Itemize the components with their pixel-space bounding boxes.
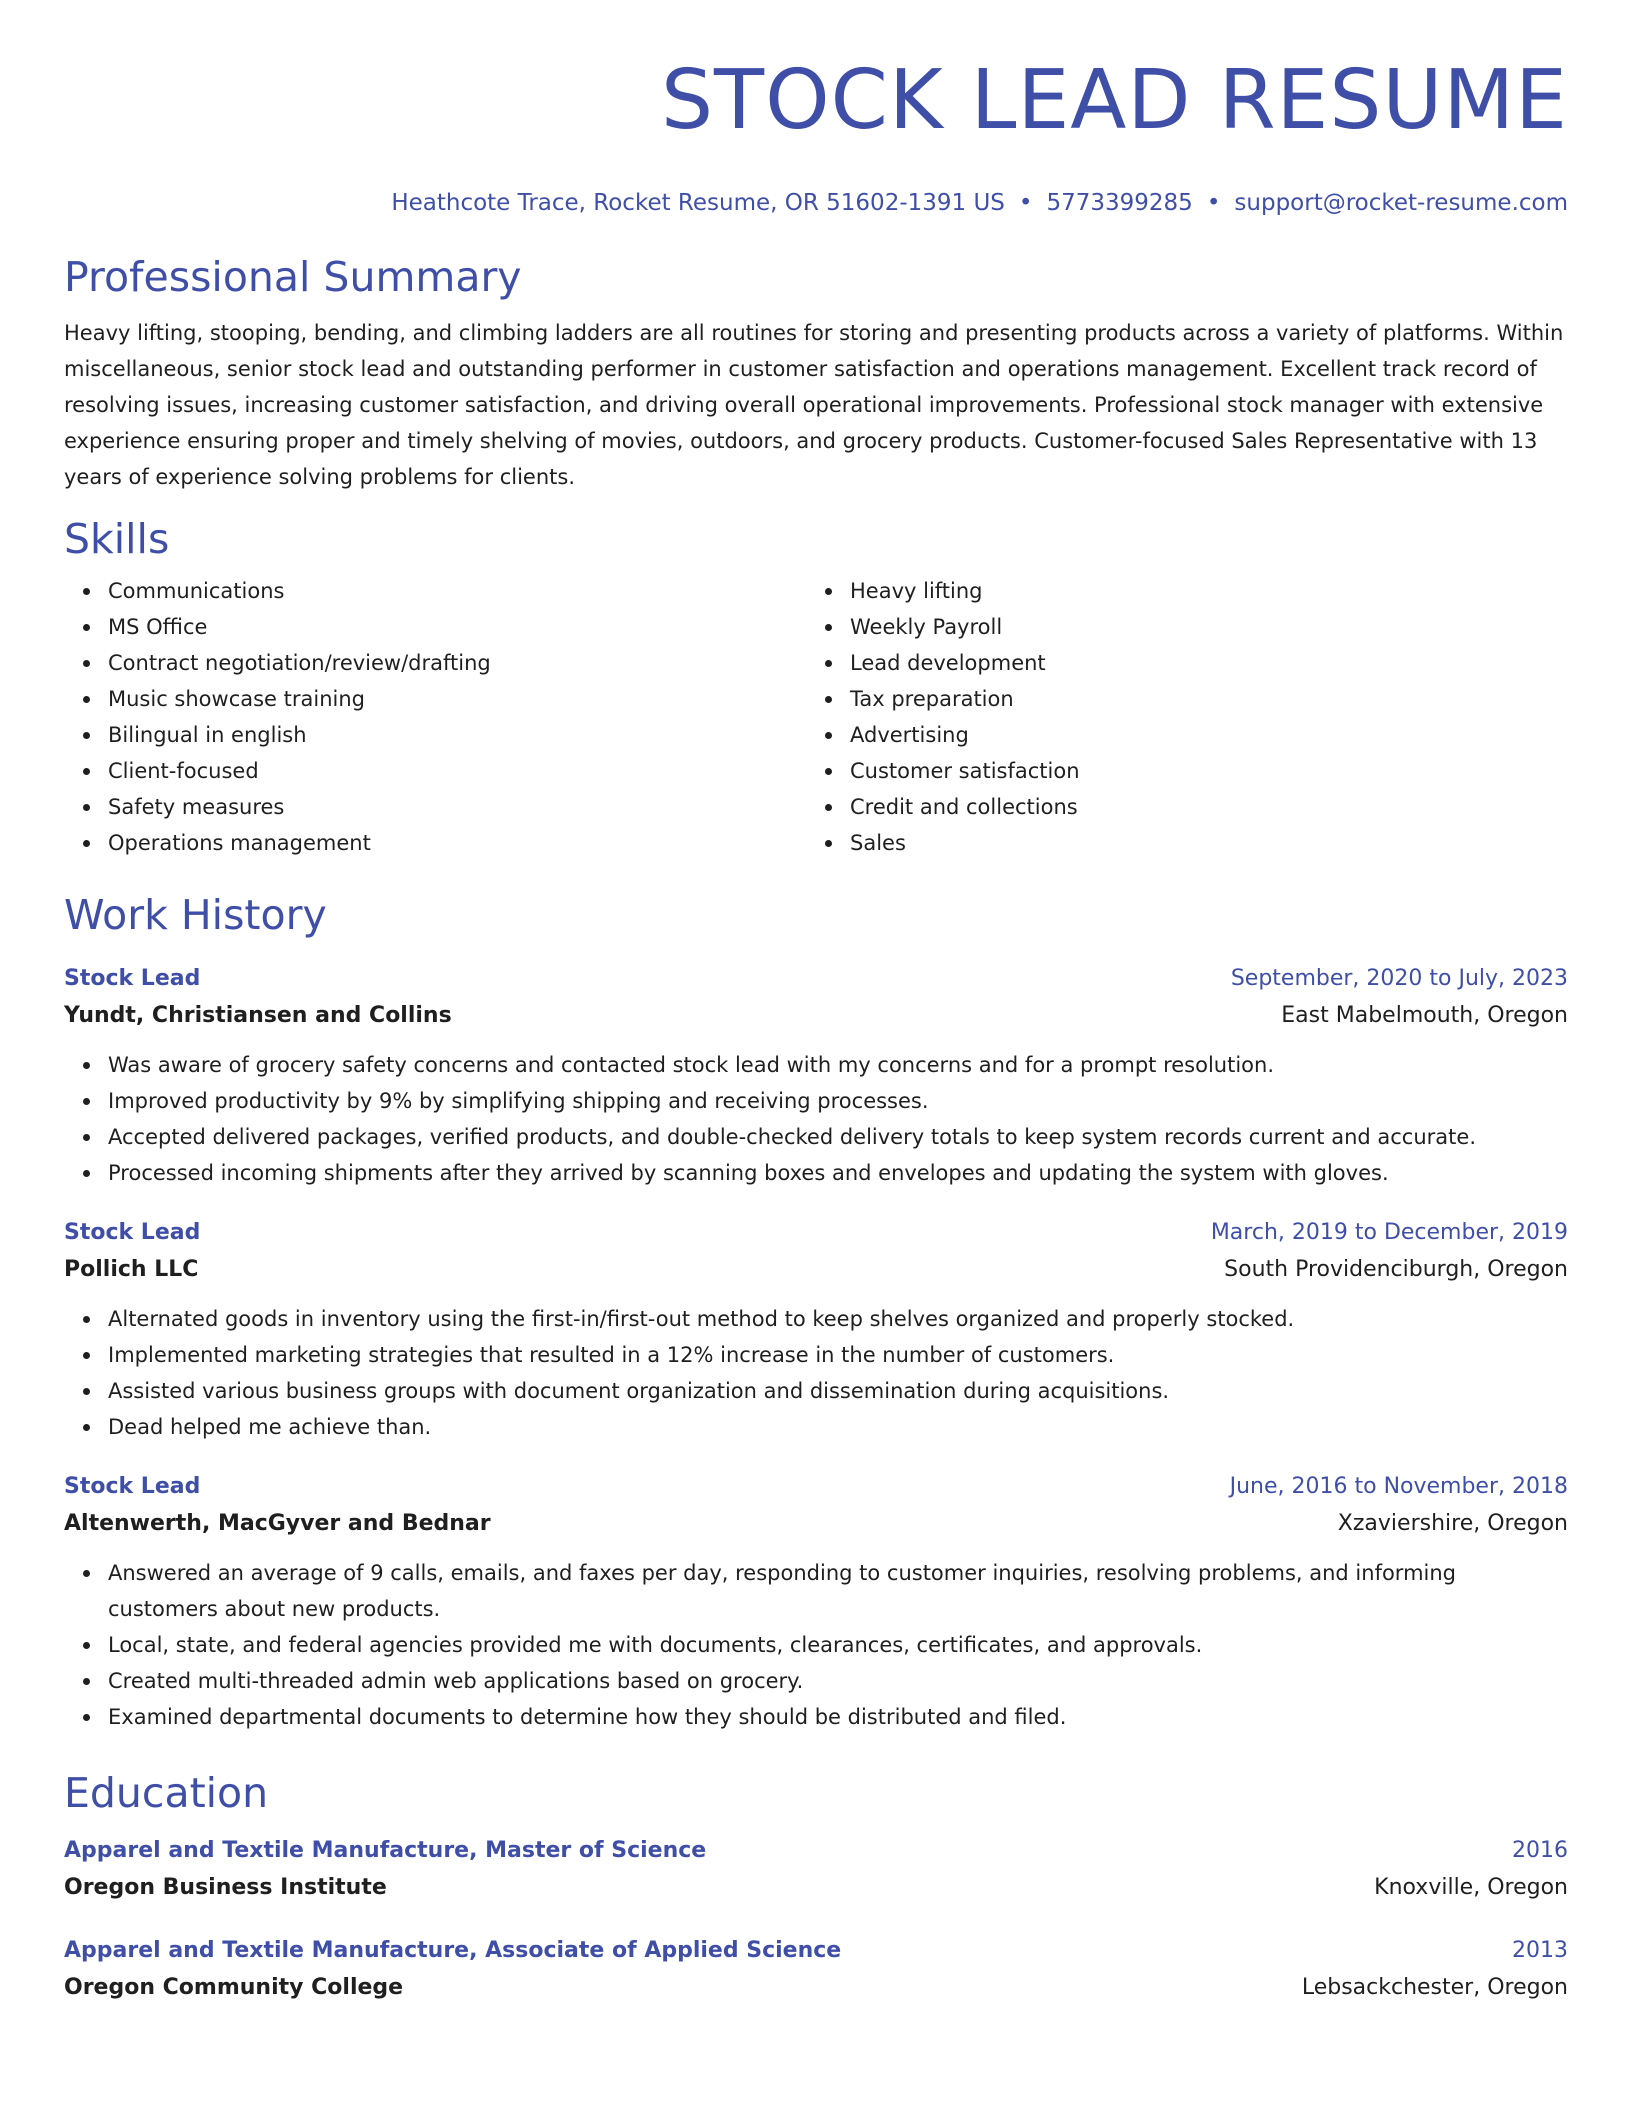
education-location: Knoxville, Oregon	[1374, 1875, 1568, 1900]
education-school: Oregon Business Institute	[64, 1875, 387, 1900]
skill-item: Safety measures	[108, 789, 806, 825]
job-company: Yundt, Christiansen and Collins	[64, 1003, 452, 1028]
job-bullet: Improved productivity by 9% by simplifying shipping and receiving processes.	[108, 1083, 1568, 1119]
job-bullet: Examined departmental documents to determine how they should be distributed and filed.	[108, 1699, 1568, 1735]
contact-separator: •	[1206, 190, 1221, 216]
education-entry	[64, 1833, 1568, 1907]
job-company-row	[64, 997, 1568, 1035]
education-degree: Apparel and Textile Manufacture, Associate of Applied Science	[64, 1938, 842, 1963]
summary-heading: Professional Summary	[64, 253, 522, 301]
education-year: 2016	[1512, 1838, 1568, 1863]
job-bullet: Accepted delivered packages, verified products, and double-checked delivery totals to keep system records current and accurate.	[108, 1119, 1568, 1155]
job-bullets	[64, 1047, 1568, 1191]
job-bullet: Local, state, and federal agencies provided me with documents, clearances, certificates, and approvals.	[108, 1627, 1568, 1663]
skill-item: Heavy lifting	[850, 573, 1548, 609]
job-location: South Providenciburgh, Oregon	[1224, 1257, 1568, 1282]
job-bullet: Implemented marketing strategies that resulted in a 12% increase in the number of customers.	[108, 1337, 1568, 1373]
skill-item: Credit and collections	[850, 789, 1548, 825]
job-header-row	[64, 1215, 1568, 1251]
education-heading: Education	[64, 1769, 269, 1817]
skills-column-right	[806, 573, 1548, 861]
skill-item: Communications	[108, 573, 806, 609]
job-bullet: Was aware of grocery safety concerns and contacted stock lead with my concerns and for a prompt resolution.	[108, 1047, 1568, 1083]
skill-item: Music showcase training	[108, 681, 806, 717]
job-location: East Mabelmouth, Oregon	[1281, 1003, 1568, 1028]
job-company: Altenwerth, MacGyver and Bednar	[64, 1511, 491, 1536]
education-school: Oregon Community College	[64, 1975, 404, 2000]
skill-item: Client-focused	[108, 753, 806, 789]
job-bullet: Created multi-threaded admin web applications based on grocery.	[108, 1663, 1568, 1699]
job-bullet: Processed incoming shipments after they arrived by scanning boxes and envelopes and updating the system with gloves.	[108, 1155, 1568, 1191]
job-entry	[64, 1469, 1568, 1735]
skill-item: Sales	[850, 825, 1548, 861]
job-bullet: Dead helped me achieve than.	[108, 1409, 1568, 1445]
job-title: Stock Lead	[64, 1220, 201, 1245]
job-bullet: Alternated goods in inventory using the first-in/first-out method to keep shelves organized and properly stocked.	[108, 1301, 1568, 1337]
contact-phone: 5773399285	[1046, 190, 1193, 216]
skill-item: Contract negotiation/review/drafting	[108, 645, 806, 681]
skill-item: Advertising	[850, 717, 1548, 753]
skill-item: MS Office	[108, 609, 806, 645]
job-bullet: Answered an average of 9 calls, emails, and faxes per day, responding to customer inquiries, resolving problems, and informing customers about new products.	[108, 1555, 1568, 1627]
education-school-row	[64, 1969, 1568, 2007]
contact-line	[64, 188, 1568, 218]
job-dates: March, 2019 to December, 2019	[1210, 1220, 1568, 1245]
job-company-row	[64, 1251, 1568, 1289]
job-entry	[64, 1215, 1568, 1445]
job-company: Pollich LLC	[64, 1257, 199, 1282]
education-degree: Apparel and Textile Manufacture, Master of Science	[64, 1838, 707, 1863]
contact-address: Heathcote Trace, Rocket Resume, OR 51602-1391 US	[391, 190, 1005, 216]
education-year: 2013	[1512, 1938, 1568, 1963]
work-history-heading: Work History	[64, 891, 327, 939]
skill-item: Operations management	[108, 825, 806, 861]
skill-item: Customer satisfaction	[850, 753, 1548, 789]
resume-title: STOCK LEAD RESUME	[661, 53, 1568, 148]
resume-header	[64, 55, 1568, 218]
job-title: Stock Lead	[64, 966, 201, 991]
job-bullets	[64, 1555, 1568, 1735]
job-company-row	[64, 1505, 1568, 1543]
skill-item: Lead development	[850, 645, 1548, 681]
job-dates: June, 2016 to November, 2018	[1229, 1474, 1568, 1499]
job-location: Xzaviershire, Oregon	[1337, 1511, 1568, 1536]
skills-grid	[64, 573, 1568, 861]
skills-column-left	[64, 573, 806, 861]
job-header-row	[64, 961, 1568, 997]
education-school-row	[64, 1869, 1568, 1907]
skills-heading: Skills	[64, 515, 170, 563]
job-title: Stock Lead	[64, 1474, 201, 1499]
skill-item: Weekly Payroll	[850, 609, 1548, 645]
skill-item: Tax preparation	[850, 681, 1548, 717]
education-header-row	[64, 1933, 1568, 1969]
job-bullets	[64, 1301, 1568, 1445]
job-dates: September, 2020 to July, 2023	[1230, 966, 1568, 991]
job-header-row	[64, 1469, 1568, 1505]
education-entry	[64, 1933, 1568, 2007]
contact-separator: •	[1018, 190, 1033, 216]
summary-text: Heavy lifting, stooping, bending, and climbing ladders are all routines for storing and presenting products across a variety of platforms. Within miscellaneous, senior stock lead and outstanding performer in customer satisfaction and operations management. Excellent track record of resolving issues, increasing customer satisfaction, and driving overall operational improvements. Professional stock manager with extensive experience ensuring proper and timely shelving of movies, outdoors, and grocery products. Customer-focused Sales Representative with 13 years of experience solving problems for clients.	[64, 321, 1564, 489]
job-bullet: Assisted various business groups with document organization and dissemination during acquisitions.	[108, 1373, 1568, 1409]
contact-email[interactable]: support@rocket-resume.com	[1234, 190, 1568, 216]
job-entry	[64, 961, 1568, 1191]
education-location: Lebsackchester, Oregon	[1301, 1975, 1568, 2000]
skill-item: Bilingual in english	[108, 717, 806, 753]
education-header-row	[64, 1833, 1568, 1869]
